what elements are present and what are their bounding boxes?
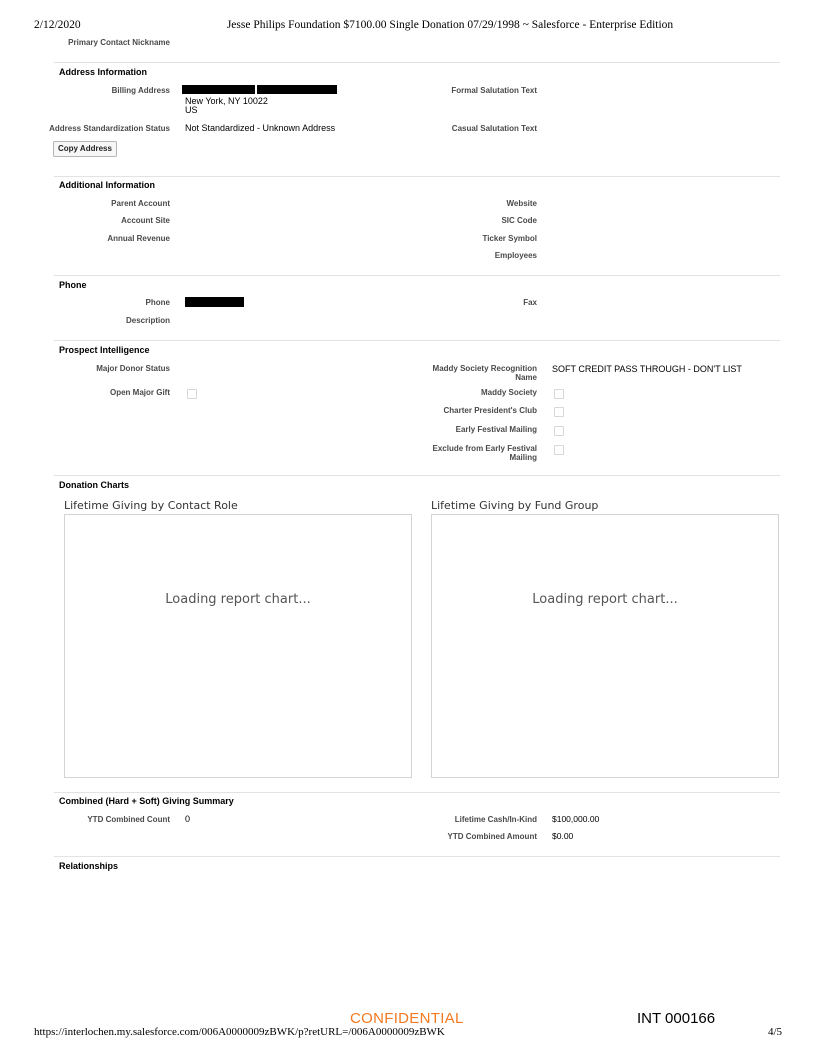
redaction-block	[185, 297, 244, 307]
description-label: Description	[125, 316, 170, 325]
sic-code-label: SIC Code	[501, 216, 537, 225]
confidential-stamp: CONFIDENTIAL	[350, 1010, 464, 1027]
maddy-recognition-label-line2: Name	[515, 373, 537, 382]
phone-label: Phone	[145, 298, 170, 307]
exclude-early-festival-label-line2: Mailing	[509, 453, 537, 462]
section-divider	[54, 275, 780, 276]
bates-number: INT 000166	[637, 1010, 716, 1027]
section-divider	[54, 475, 780, 476]
exclude-early-festival-label	[433, 444, 538, 462]
charter-presidents-club-label: Charter President's Club	[443, 406, 537, 415]
contact-role-chart-panel	[64, 514, 412, 778]
section-divider	[54, 176, 780, 177]
open-major-gift-checkbox[interactable]	[187, 389, 197, 399]
maddy-society-checkbox[interactable]	[554, 389, 564, 399]
early-festival-mailing-checkbox[interactable]	[554, 426, 564, 436]
print-date: 2/12/2020	[34, 19, 81, 31]
employees-label: Employees	[494, 251, 537, 260]
additional-section-title: Additional Information	[59, 180, 155, 190]
early-festival-mailing-label: Early Festival Mailing	[455, 425, 537, 434]
maddy-recognition-label	[433, 364, 537, 382]
ticker-symbol-label: Ticker Symbol	[482, 234, 537, 243]
exclude-early-festival-label-line1: Exclude from Early Festival	[432, 444, 537, 453]
phone-section-title: Phone	[59, 280, 87, 290]
ytd-combined-count-label: YTD Combined Count	[87, 815, 170, 824]
lifetime-giving-fund-group-title: Lifetime Giving by Fund Group	[431, 499, 599, 512]
maddy-recognition-value: SOFT CREDIT PASS THROUGH - DON'T LIST	[552, 364, 742, 374]
lifetime-giving-contact-role-title: Lifetime Giving by Contact Role	[64, 499, 238, 512]
section-divider	[54, 792, 780, 793]
billing-address-label: Billing Address	[111, 86, 170, 95]
billing-address-country: US	[185, 105, 198, 115]
relationships-section-title: Relationships	[59, 861, 119, 871]
fax-label: Fax	[523, 298, 537, 307]
address-section-title: Address Information	[59, 67, 148, 77]
maddy-recognition-label-line1: Maddy Society Recognition	[432, 364, 537, 373]
parent-account-label: Parent Account	[111, 199, 170, 208]
section-divider	[54, 340, 780, 341]
print-url: https://interlochen.my.salesforce.com/006A0000009zBWK/p?retURL=/006A0000009zBWK	[34, 1026, 445, 1038]
lifetime-cash-inkind-label: Lifetime Cash/In-Kind	[454, 815, 537, 824]
address-standardization-value: Not Standardized - Unknown Address	[185, 123, 336, 133]
billing-address-city: New York, NY 10022	[185, 96, 268, 106]
exclude-early-festival-checkbox[interactable]	[554, 445, 564, 455]
donation-charts-section-title: Donation Charts	[59, 480, 130, 490]
redaction-block	[182, 85, 255, 94]
ytd-combined-amount-value: $0.00	[552, 831, 574, 841]
fund-group-chart-panel	[431, 514, 779, 778]
major-donor-status-label: Major Donor Status	[96, 364, 170, 373]
address-standardization-label: Address Standardization Status	[49, 124, 170, 133]
prospect-section-title: Prospect Intelligence	[59, 345, 150, 355]
casual-salutation-label: Casual Salutation Text	[451, 124, 537, 133]
print-title: Jesse Philips Foundation $7100.00 Single Donation 07/29/1998 ~ Salesforce - Enterprise Edition	[226, 19, 674, 31]
copy-address-button[interactable]: Copy Address	[53, 141, 117, 157]
website-label: Website	[506, 199, 537, 208]
charter-presidents-club-checkbox[interactable]	[554, 407, 564, 417]
ytd-combined-count-value: 0	[185, 814, 191, 824]
combined-giving-section-title: Combined (Hard + Soft) Giving Summary	[59, 796, 234, 806]
maddy-society-label: Maddy Society	[480, 388, 537, 397]
lifetime-cash-inkind-value: $100,000.00	[552, 814, 600, 824]
section-divider	[54, 62, 780, 63]
ytd-combined-amount-label: YTD Combined Amount	[447, 832, 537, 841]
primary-contact-nickname-label: Primary Contact Nickname	[68, 38, 170, 47]
section-divider	[54, 856, 780, 857]
annual-revenue-label: Annual Revenue	[107, 234, 170, 243]
chart-loading-message: Loading report chart...	[165, 592, 311, 607]
chart-loading-message: Loading report chart...	[532, 592, 678, 607]
open-major-gift-label: Open Major Gift	[110, 388, 170, 397]
formal-salutation-label: Formal Salutation Text	[451, 86, 537, 95]
account-site-label: Account Site	[121, 216, 170, 225]
print-page-number: 4/5	[767, 1026, 782, 1038]
redaction-block	[257, 85, 337, 94]
